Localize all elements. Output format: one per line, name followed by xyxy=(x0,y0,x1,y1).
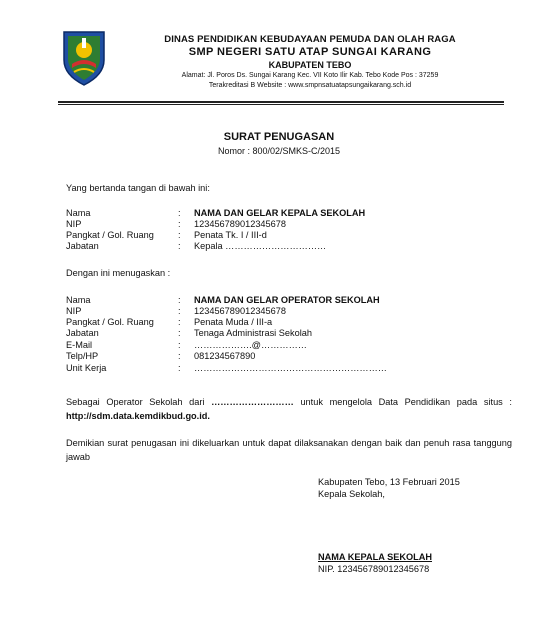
intro-assignee: Dengan ini menugaskan : xyxy=(66,268,171,278)
field-label: Jabatan xyxy=(66,241,99,251)
field-colon: : xyxy=(178,328,181,338)
field-label: Telp/HP xyxy=(66,351,99,361)
intro-signer: Yang bertanda tangan di bawah ini: xyxy=(66,183,210,193)
site-url: http://sdm.data.kemdikbud.go.id. xyxy=(66,411,210,421)
letterhead-school: SMP NEGERI SATU ATAP SUNGAI KARANG xyxy=(188,46,432,58)
assignment-paragraph xyxy=(66,395,512,423)
field-colon: : xyxy=(178,208,181,218)
field-colon: : xyxy=(178,363,181,373)
letterhead-website: Terakreditasi B Website : www.smpnsatuatapsungaikarang.sch.id xyxy=(208,82,412,89)
closing-paragraph: Demikian surat penugasan ini dikeluarkan untuk dapat dilaksanakan dengan baik dan penuh rasa tanggung jawab xyxy=(66,438,512,462)
field-label: Unit Kerja xyxy=(66,363,107,373)
letterhead-address: Alamat: Jl. Poros Ds. Sungai Karang Kec. VII Koto Ilir Kab. Tebo Kode Pos : 37259 xyxy=(181,72,439,79)
field-colon: : xyxy=(178,219,181,229)
field-label: Nama xyxy=(66,295,91,305)
letterhead-rule-thick xyxy=(58,101,504,103)
place-date: Kabupaten Tebo, 13 Februari 2015 xyxy=(318,477,460,487)
signer-nip: NIP. 123456789012345678 xyxy=(318,564,430,574)
school-name-blank: ……………………… xyxy=(211,397,294,407)
field-colon: : xyxy=(178,230,181,240)
letterhead xyxy=(120,34,500,91)
field-value: Kepala …………………………… xyxy=(194,241,327,251)
field-label: Nama xyxy=(66,208,91,218)
field-value: NAMA DAN GELAR OPERATOR SEKOLAH xyxy=(194,295,380,305)
signer-position: Kepala Sekolah, xyxy=(318,489,385,499)
field-colon: : xyxy=(178,351,181,361)
field-label: NIP xyxy=(66,306,82,316)
field-value: 081234567890 xyxy=(194,351,256,361)
field-label: Pangkat / Gol. Ruang xyxy=(66,317,154,327)
field-value: NAMA DAN GELAR KEPALA SEKOLAH xyxy=(194,208,366,218)
field-colon: : xyxy=(178,340,181,350)
letter-title: SURAT PENUGASAN xyxy=(223,131,335,143)
field-colon: : xyxy=(178,241,181,251)
field-label: E-Mail xyxy=(66,340,93,350)
para-text: untuk mengelola Data Pendidikan pada situs : xyxy=(293,397,512,407)
field-value: ……………….@…………… xyxy=(194,340,307,350)
field-value: ……………………………………………………… xyxy=(194,363,387,373)
field-colon: : xyxy=(178,306,181,316)
field-value: Penata Tk. I / III-d xyxy=(194,230,267,240)
field-colon: : xyxy=(178,295,181,305)
field-colon: : xyxy=(178,317,181,327)
signer-name: NAMA KEPALA SEKOLAH xyxy=(318,552,432,562)
field-value: Penata Muda / III-a xyxy=(194,317,273,327)
field-value: 123456789012345678 xyxy=(194,306,286,316)
letter-number: Nomor : 800/02/SMKS-C/2015 xyxy=(217,146,341,156)
field-label: NIP xyxy=(66,219,82,229)
field-value: Tenaga Administrasi Sekolah xyxy=(194,328,312,338)
para-text: Sebagai Operator Sekolah dari xyxy=(66,397,212,407)
field-value: 123456789012345678 xyxy=(194,219,286,229)
field-label: Pangkat / Gol. Ruang xyxy=(66,230,154,240)
letterhead-rule-thin xyxy=(58,104,504,105)
regency-emblem-logo xyxy=(60,30,108,86)
field-label: Jabatan xyxy=(66,328,99,338)
letterhead-agency: DINAS PENDIDIKAN KEBUDAYAAN PEMUDA DAN OLAH RAGA xyxy=(164,34,456,45)
letterhead-regency: KABUPATEN TEBO xyxy=(268,60,352,70)
